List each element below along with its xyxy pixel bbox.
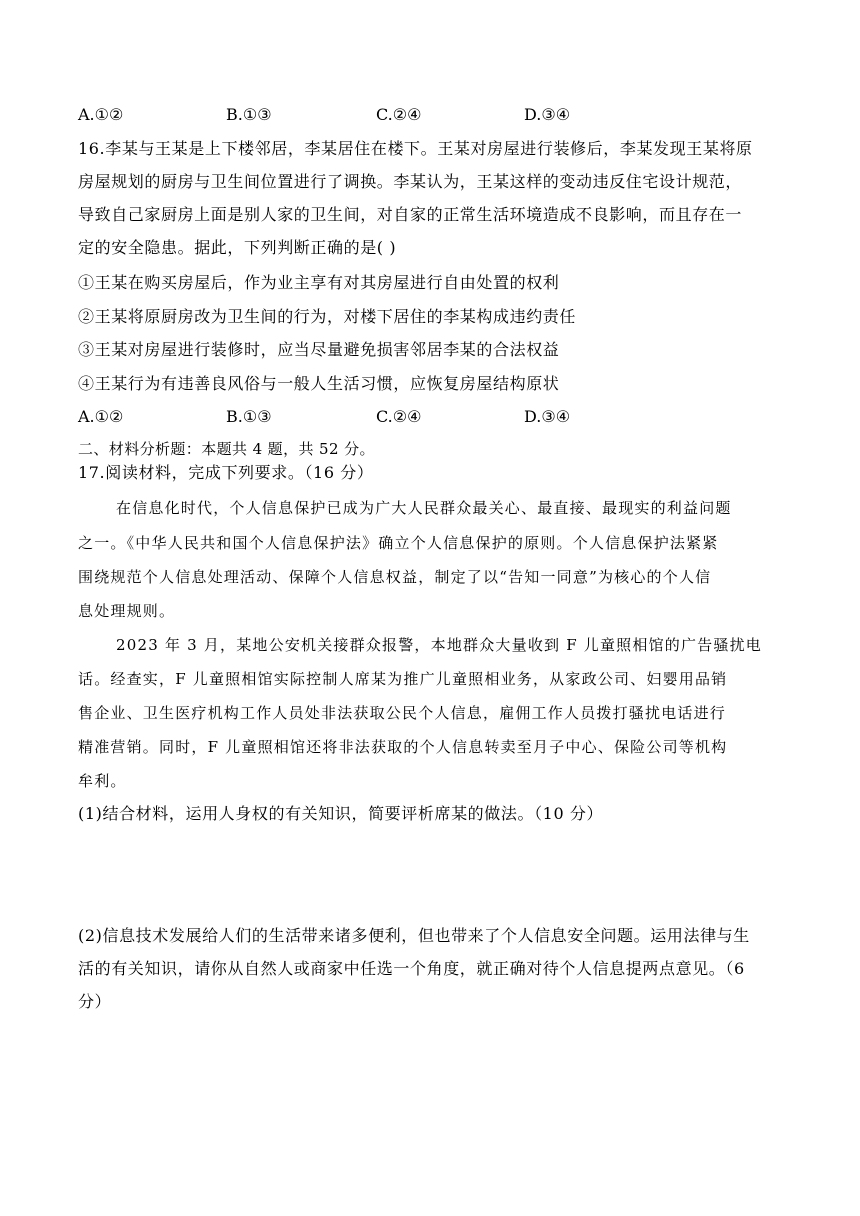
section-heading: 二、材料分析题：本题共 4 题，共 52 分。 (78, 440, 375, 458)
q15-option-a: A.①② (78, 105, 124, 124)
q16-stem-line: 16.李某与王某是上下楼邻居，李某居住在楼下。王某对房屋进行装修后，李某发现王某将原 (78, 139, 753, 158)
q16-stem-line: 导致自己家厨房上面是别人家的卫生间，对自家的正常生活环境造成不良影响，而且存在一 (78, 205, 743, 224)
q16-option-c: C.②④ (376, 407, 422, 426)
q16-option-a: A.①② (78, 407, 124, 426)
q16-statement-1: ①王某在购买房屋后，作为业主享有对其房屋进行自由处置的权利 (78, 273, 560, 292)
q17-sub-question-2: 活的有关知识，请你从自然人或商家中任选一个角度，就正确对待个人信息提两点意见。（6 (78, 959, 745, 978)
q15-option-b: B.①③ (226, 105, 272, 124)
q17-material-line: 息处理规则。 (78, 602, 176, 620)
q17-material-line: 售企业、卫生医疗机构工作人员处非法获取公民个人信息，雇佣工作人员拨打骚扰电话进行 (78, 704, 727, 722)
q16-statement-4: ④王某行为有违善良风俗与一般人生活习惯，应恢复房屋结构原状 (78, 374, 560, 393)
q17-material-line: 在信息化时代，个人信息保护已成为广大人民群众最关心、最直接、最现实的利益问题 (116, 499, 732, 517)
q17-material-line: 精准营销。同时，F 儿童照相馆还将非法获取的个人信息转卖至月子中心、保险公司等机构 (78, 738, 728, 756)
q15-option-c: C.②④ (376, 105, 422, 124)
q17-material-line: 话。经查实，F 儿童照相馆实际控制人席某为推广儿童照相业务，从家政公司、妇婴用品销 (78, 670, 728, 688)
q16-statement-3: ③王某对房屋进行装修时，应当尽量避免损害邻居李某的合法权益 (78, 340, 560, 359)
q17-material-line: 牟利。 (78, 772, 127, 790)
q16-stem-line: 定的安全隐患。据此，下列判断正确的是( ) (78, 238, 397, 257)
q17-sub-question-2: 分） (78, 992, 112, 1011)
q17-sub-question-2: (2)信息技术发展给人们的生活带来诸多便利，但也带来了个人信息安全问题。运用法律与生 (78, 926, 750, 945)
q15-option-d: D.③④ (524, 105, 571, 124)
q16-option-d: D.③④ (524, 407, 571, 426)
q16-statement-2: ②王某将原厨房改为卫生间的行为，对楼下居住的李某构成违约责任 (78, 307, 577, 326)
q17-title: 17.阅读材料，完成下列要求。（16 分） (78, 463, 374, 482)
q17-material-line: 之一。《中华人民共和国个人信息保护法》确立个人信息保护的原则。个人信息保护法紧紧 (78, 534, 719, 552)
q17-sub-question-1: (1)结合材料，运用人身权的有关知识，简要评析席某的做法。（10 分） (78, 804, 604, 823)
q16-stem-line: 房屋规划的厨房与卫生间位置进行了调换。李某认为，王某这样的变动违反住宅设计规范， (78, 172, 743, 191)
q17-material-line: 2023 年 3 月，某地公安机关接群众报警，本地群众大量收到 F 儿童照相馆的广告骚扰电 (116, 636, 762, 654)
q17-material-line: 围绕规范个人信息处理活动、保障个人信息权益，制定了以“告知一同意”为核心的个人信 (78, 568, 712, 586)
q16-option-b: B.①③ (226, 407, 272, 426)
